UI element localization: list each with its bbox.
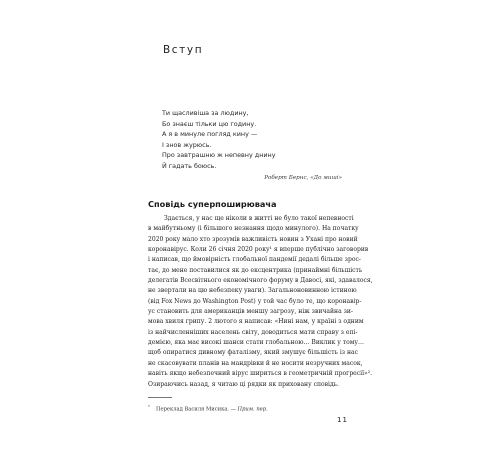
epigraph-line: Бо знаєш тільки цю годину. [162, 119, 257, 128]
body-line: делегатів Всесвітнього економічного форуму в Давосі, які, здавалося, [148, 277, 373, 285]
body-line: Здається, у нас ще ніколи в житті не було такої непевності [164, 215, 354, 222]
body-line: коронавірус. Коли 26 січня 2020 року¹ я вперше публічно заговорив [148, 246, 369, 254]
page-number: 11 [337, 416, 348, 424]
epigraph-line: Ти щасливіша за людину, [162, 109, 249, 117]
body-line: щоб опиратися дивному фаталізму, який змушує більшість із нас [148, 349, 358, 357]
body-line: навіть якщо небезпечний вірус шириться в геометричній прогресії»². [148, 370, 373, 378]
section-title: Сповідь суперпоширювача [148, 199, 277, 209]
epigraph-attribution: Роберт Бернс, «До миші» [264, 174, 342, 181]
body-paragraph [148, 214, 373, 390]
footnote-marker: * [148, 404, 150, 409]
footnote-label: Прим. пер. [237, 406, 268, 413]
body-line: не звертали на цю небезпеку уваги). Загальноновинною істиною [148, 287, 357, 295]
epigraph-line: Й гадать боюсь. [162, 161, 217, 170]
body-line: ус становить для американців меншу загрозу, ніж звичайна зи- [148, 308, 353, 316]
footnote-text: Переклад Василя Мисика. — [156, 406, 238, 413]
body-line: тає, до мене поставилися як до ексцентрика (принаймні більшість [148, 266, 363, 274]
body-line: мова хвиля грипу. 2 лютого я написав: «Нині нам, у країні з одним [148, 318, 364, 326]
body-line: із найчисленніших населень світу, доводиться мати справу з епі- [148, 328, 358, 336]
body-line: демією, яка має високі шанси стати глобальною… Виклик у тому… [148, 339, 365, 347]
epigraph-line: Про завтрашню ж непевну днину [162, 151, 276, 160]
epigraph [162, 108, 342, 183]
epigraph-line: А я в минуле погляд кину — [162, 130, 258, 139]
body-line: не скасовувати планів на мандрівки й не носити незручних масок, [148, 359, 363, 367]
body-line: Озираючись назад, я читаю ці рядки як приховану сповідь. [148, 380, 339, 388]
footnote-divider [148, 397, 172, 398]
body-line: (від Fox News до Washington Post) у той час було те, що коронавір- [148, 297, 362, 305]
body-line: в майбутньому (і більшого незнання щодо минулого). На початку [148, 225, 359, 233]
epigraph-line: І знов журюсь. [162, 140, 212, 149]
body-line: 2020 року мало хто зрозумів важливість новин з Ухані про новий [148, 235, 358, 243]
footnote [148, 404, 268, 413]
body-line: і написав, що ймовірність глобальної пандемії дедалі більше зрос- [148, 256, 361, 264]
chapter-title: Вступ [163, 44, 204, 56]
